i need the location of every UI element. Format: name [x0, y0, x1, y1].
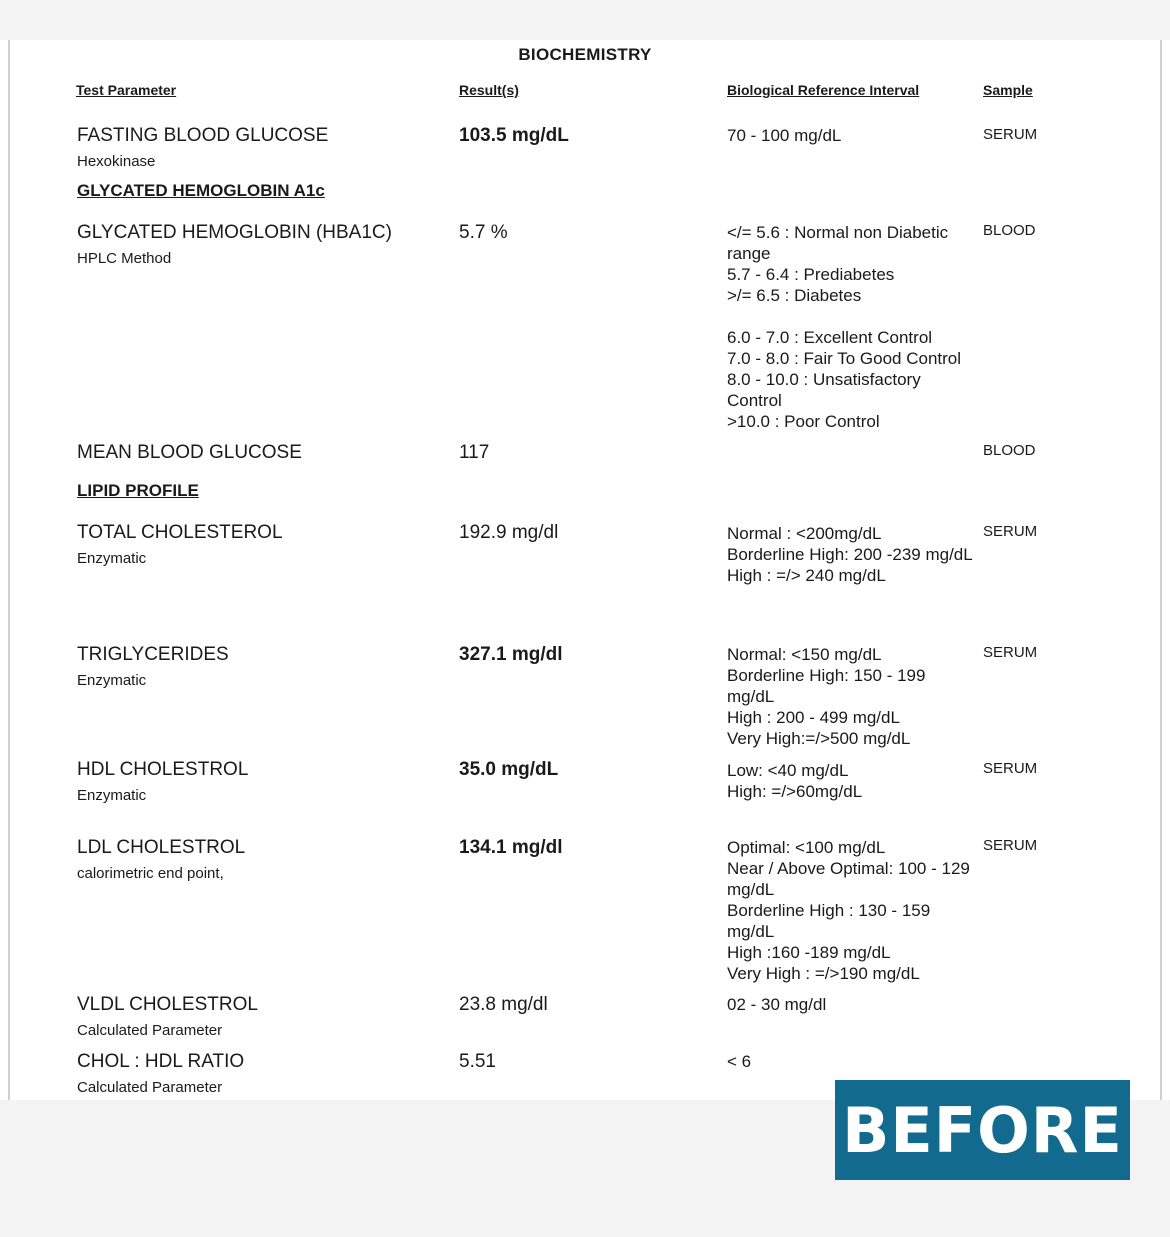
test-method: Enzymatic [77, 550, 147, 567]
reference-line: Very High : =/>190 mg/dL [727, 964, 920, 983]
reference-line: 70 - 100 mg/dL [727, 126, 842, 145]
section-heading-hba1c: GLYCATED HEMOGLOBIN A1c [77, 181, 325, 200]
reference-interval [727, 837, 977, 984]
test-name: VLDL CHOLESTROL [77, 994, 258, 1015]
reference-line: Borderline High : 130 - 159 mg/dL [727, 901, 931, 941]
reference-line: High: =/>60mg/dL [727, 782, 863, 801]
header-sample: Sample [983, 82, 1033, 98]
test-name: LDL CHOLESTROL [77, 837, 246, 858]
reference-line: Optimal: <100 mg/dL [727, 838, 886, 857]
test-result: 103.5 mg/dL [459, 125, 569, 146]
reference-interval [727, 222, 977, 432]
test-result: 35.0 mg/dL [459, 759, 559, 780]
test-method: Hexokinase [77, 153, 156, 170]
reference-line: >/= 6.5 : Diabetes [727, 286, 862, 305]
test-sample: SERUM [983, 126, 1038, 143]
reference-line: >10.0 : Poor Control [727, 412, 880, 431]
reference-line: 7.0 - 8.0 : Fair To Good Control [727, 349, 962, 368]
section-heading-lipid: LIPID PROFILE [77, 481, 199, 500]
header-test-parameter: Test Parameter [76, 82, 177, 98]
top-strip [0, 0, 1170, 40]
test-result: 192.9 mg/dl [459, 522, 559, 543]
test-sample: BLOOD [983, 222, 1036, 239]
test-method: Calculated Parameter [77, 1079, 223, 1096]
test-name: GLYCATED HEMOGLOBIN (HBA1C) [77, 222, 392, 243]
reference-interval [727, 125, 977, 146]
page-edge-right [1160, 40, 1162, 1100]
test-name: CHOL : HDL RATIO [77, 1051, 245, 1072]
before-badge: BEFORE [835, 1080, 1130, 1180]
reference-line: Very High:=/>500 mg/dL [727, 729, 911, 748]
reference-line: Low: <40 mg/dL [727, 761, 849, 780]
test-name: TOTAL CHOLESTEROL [77, 522, 283, 543]
reference-line: 5.7 - 6.4 : Prediabetes [727, 265, 895, 284]
reference-interval [727, 644, 977, 749]
test-sample: SERUM [983, 644, 1038, 661]
test-sample: SERUM [983, 760, 1038, 777]
test-method: HPLC Method [77, 250, 172, 267]
reference-line: 8.0 - 10.0 : Unsatisfactory Control [727, 370, 921, 410]
reference-interval [727, 523, 977, 586]
test-result: 23.8 mg/dl [459, 994, 548, 1015]
reference-interval [727, 994, 977, 1015]
reference-line: Borderline High: 150 - 199 mg/dL [727, 666, 926, 706]
reference-line: 02 - 30 mg/dl [727, 995, 827, 1014]
test-method: Enzymatic [77, 787, 147, 804]
test-name: MEAN BLOOD GLUCOSE [77, 442, 302, 463]
header-result: Result(s) [459, 82, 519, 98]
test-result: 5.7 % [459, 222, 508, 243]
page-edge-left [8, 40, 10, 1100]
test-sample: SERUM [983, 523, 1038, 540]
test-result: 134.1 mg/dl [459, 837, 563, 858]
reference-line: 6.0 - 7.0 : Excellent Control [727, 328, 933, 347]
reference-line: High : 200 - 499 mg/dL [727, 708, 900, 727]
report-title: BIOCHEMISTRY [518, 45, 652, 64]
reference-line: Borderline High: 200 -239 mg/dL [727, 545, 973, 564]
reference-line: Normal: <150 mg/dL [727, 645, 882, 664]
reference-line: </= 5.6 : Normal non Diabetic range [727, 223, 949, 263]
header-reference-interval: Biological Reference Interval [727, 82, 920, 98]
test-name: HDL CHOLESTROL [77, 759, 249, 780]
test-method: Calculated Parameter [77, 1022, 223, 1039]
reference-interval [727, 1051, 977, 1072]
reference-line: Normal : <200mg/dL [727, 524, 882, 543]
test-method: Enzymatic [77, 672, 147, 689]
reference-line: Near / Above Optimal: 100 - 129 mg/dL [727, 859, 970, 899]
reference-line: High :160 -189 mg/dL [727, 943, 891, 962]
test-name: FASTING BLOOD GLUCOSE [77, 125, 329, 146]
test-method: calorimetric end point, [77, 865, 224, 882]
test-result: 5.51 [459, 1051, 496, 1072]
reference-line: High : =/> 240 mg/dL [727, 566, 886, 585]
test-sample: BLOOD [983, 442, 1036, 459]
reference-line: < 6 [727, 1052, 752, 1071]
reference-interval [727, 760, 977, 802]
test-sample: SERUM [983, 837, 1038, 854]
test-name: TRIGLYCERIDES [77, 644, 229, 665]
test-result: 327.1 mg/dl [459, 644, 563, 665]
test-result: 117 [459, 442, 490, 463]
